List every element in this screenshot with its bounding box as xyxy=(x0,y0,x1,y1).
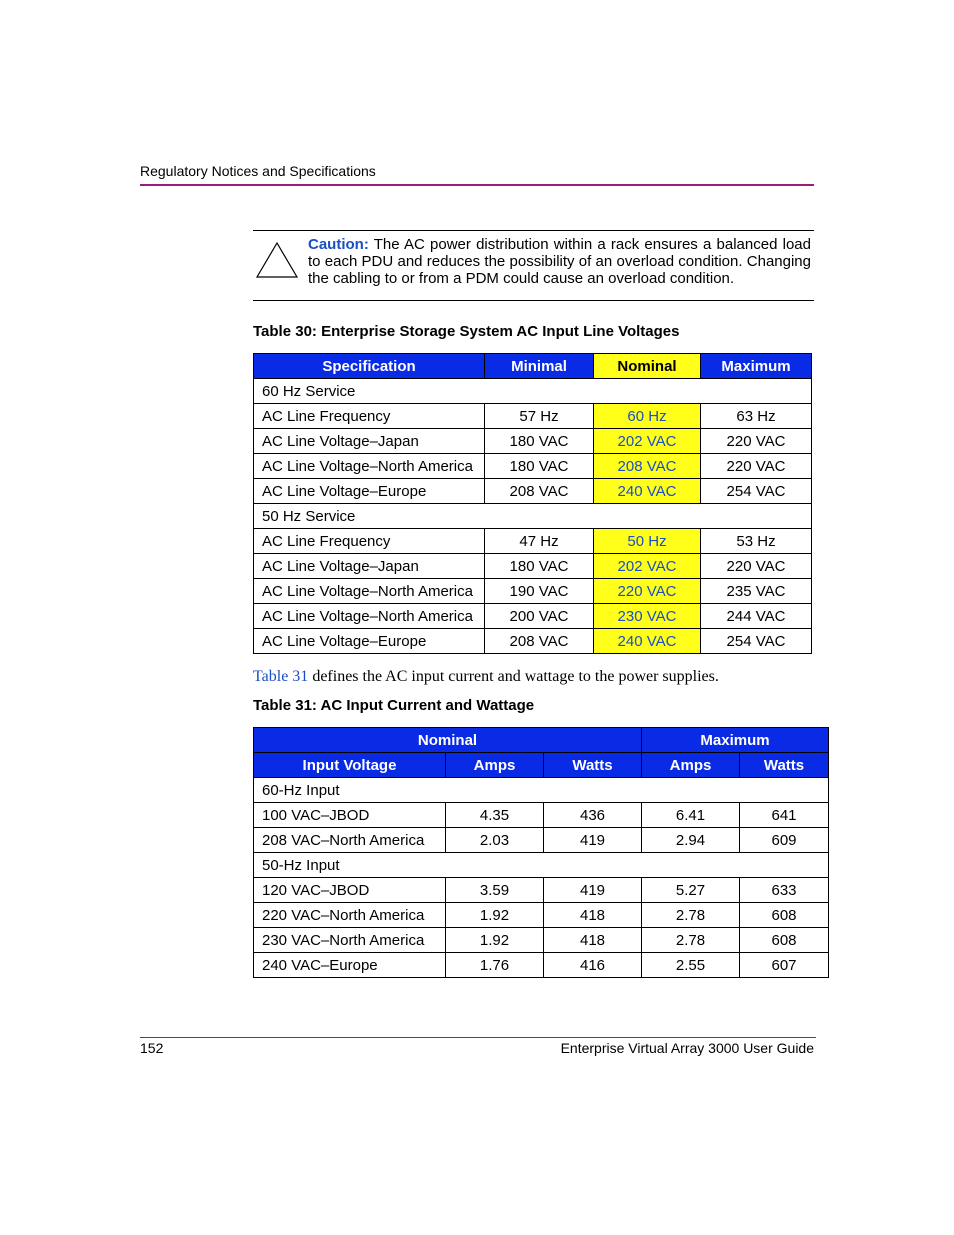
table-cell: 60 Hz xyxy=(594,404,701,429)
table-row xyxy=(254,404,812,429)
table31-header-row xyxy=(254,753,829,778)
row-label: 120 VAC–JBOD xyxy=(254,878,446,903)
table-cell: 4.35 xyxy=(446,803,544,828)
row-label: 100 VAC–JBOD xyxy=(254,803,446,828)
table30-section-row xyxy=(254,504,812,529)
table-cell: 419 xyxy=(544,878,642,903)
table-cell: 208 VAC xyxy=(594,454,701,479)
table-cell: 180 VAC xyxy=(485,454,594,479)
table-row xyxy=(254,479,812,504)
caution-text xyxy=(308,236,811,287)
table-row xyxy=(254,828,829,853)
table-cell: 3.59 xyxy=(446,878,544,903)
section-title: 50-Hz Input xyxy=(254,853,829,878)
row-label: AC Line Voltage–North America xyxy=(254,454,485,479)
table31-header: Amps xyxy=(446,753,544,778)
table-cell: 2.78 xyxy=(642,928,740,953)
table-cell: 244 VAC xyxy=(701,604,812,629)
table31-group-header: Maximum xyxy=(642,728,829,753)
table-cell: 641 xyxy=(740,803,829,828)
table31 xyxy=(253,727,829,978)
table31-header: Watts xyxy=(544,753,642,778)
caution-body: The AC power distribution within a rack ensures a balanced load to each PDU and reduces the possibility of an overload condition. Changing the cabling to or from a PDM could cause an overload condition. xyxy=(308,236,811,287)
table-cell: 53 Hz xyxy=(701,529,812,554)
table-cell: 47 Hz xyxy=(485,529,594,554)
table-cell: 5.27 xyxy=(642,878,740,903)
table31-header: Input Voltage xyxy=(254,753,446,778)
table-row xyxy=(254,604,812,629)
row-label: AC Line Voltage–Europe xyxy=(254,479,485,504)
caution-triangle-icon xyxy=(255,241,299,279)
table-cell: 1.76 xyxy=(446,953,544,978)
table-cell: 63 Hz xyxy=(701,404,812,429)
table-cell: 240 VAC xyxy=(594,629,701,654)
table-cell: 633 xyxy=(740,878,829,903)
row-label: AC Line Frequency xyxy=(254,404,485,429)
table-row xyxy=(254,429,812,454)
table-row xyxy=(254,529,812,554)
table-cell: 254 VAC xyxy=(701,629,812,654)
table-cell: 418 xyxy=(544,928,642,953)
table30-header: Nominal xyxy=(594,354,701,379)
table30-header-row xyxy=(254,354,812,379)
caution-label: Caution: xyxy=(308,236,369,253)
row-label: AC Line Voltage–Japan xyxy=(254,554,485,579)
table30-caption: Table 30: Enterprise Storage System AC Input Line Voltages xyxy=(253,323,680,340)
table-cell: 180 VAC xyxy=(485,554,594,579)
table-cell: 200 VAC xyxy=(485,604,594,629)
table-cell: 50 Hz xyxy=(594,529,701,554)
table-row xyxy=(254,454,812,479)
table-cell: 2.03 xyxy=(446,828,544,853)
table-cell: 254 VAC xyxy=(701,479,812,504)
table-cell: 235 VAC xyxy=(701,579,812,604)
table-row xyxy=(254,953,829,978)
section-title: 60-Hz Input xyxy=(254,778,829,803)
table31-header: Watts xyxy=(740,753,829,778)
table31-link[interactable]: Table 31 xyxy=(253,668,309,685)
table-cell: 1.92 xyxy=(446,928,544,953)
running-header: Regulatory Notices and Specifications xyxy=(140,163,376,179)
row-label: AC Line Voltage–North America xyxy=(254,579,485,604)
table-cell: 190 VAC xyxy=(485,579,594,604)
table-cell: 1.92 xyxy=(446,903,544,928)
table-cell: 2.94 xyxy=(642,828,740,853)
table-cell: 220 VAC xyxy=(701,429,812,454)
caution-notice xyxy=(253,230,814,301)
row-label: AC Line Voltage–Japan xyxy=(254,429,485,454)
table-row xyxy=(254,579,812,604)
table-cell: 180 VAC xyxy=(485,429,594,454)
table31-section-row xyxy=(254,778,829,803)
row-label: AC Line Frequency xyxy=(254,529,485,554)
table-cell: 240 VAC xyxy=(594,479,701,504)
table-cell: 416 xyxy=(544,953,642,978)
row-label: 220 VAC–North America xyxy=(254,903,446,928)
footer-title: Enterprise Virtual Array 3000 User Guide xyxy=(560,1040,814,1056)
table31-group-header-row xyxy=(254,728,829,753)
table-cell: 57 Hz xyxy=(485,404,594,429)
table31-header: Amps xyxy=(642,753,740,778)
table-row xyxy=(254,554,812,579)
table-cell: 609 xyxy=(740,828,829,853)
table31-section-row xyxy=(254,853,829,878)
table-row xyxy=(254,928,829,953)
section-title: 50 Hz Service xyxy=(254,504,812,529)
table30-header: Minimal xyxy=(485,354,594,379)
row-label: 230 VAC–North America xyxy=(254,928,446,953)
table-cell: 608 xyxy=(740,903,829,928)
table-cell: 608 xyxy=(740,928,829,953)
row-label: 208 VAC–North America xyxy=(254,828,446,853)
table-cell: 607 xyxy=(740,953,829,978)
table-row xyxy=(254,803,829,828)
table31-caption: Table 31: AC Input Current and Wattage xyxy=(253,697,535,714)
row-label: AC Line Voltage–Europe xyxy=(254,629,485,654)
header-rule xyxy=(140,184,814,186)
section-title: 60 Hz Service xyxy=(254,379,812,404)
footer-rule xyxy=(140,1037,816,1038)
row-label: AC Line Voltage–North America xyxy=(254,604,485,629)
table-cell: 208 VAC xyxy=(485,479,594,504)
table-cell: 2.55 xyxy=(642,953,740,978)
table30 xyxy=(253,353,812,654)
table-cell: 6.41 xyxy=(642,803,740,828)
table-cell: 202 VAC xyxy=(594,554,701,579)
table-cell: 208 VAC xyxy=(485,629,594,654)
table-cell: 220 VAC xyxy=(701,554,812,579)
body-text: defines the AC input current and wattage to the power supplies. xyxy=(308,668,719,685)
table-row xyxy=(254,903,829,928)
page-number: 152 xyxy=(140,1040,164,1056)
row-label: 240 VAC–Europe xyxy=(254,953,446,978)
table30-section-row xyxy=(254,379,812,404)
table30-header: Maximum xyxy=(701,354,812,379)
table-cell: 202 VAC xyxy=(594,429,701,454)
table-cell: 436 xyxy=(544,803,642,828)
table31-group-header: Nominal xyxy=(254,728,642,753)
table-cell: 230 VAC xyxy=(594,604,701,629)
table30-header: Specification xyxy=(254,354,485,379)
table-row xyxy=(254,878,829,903)
body-paragraph xyxy=(253,668,719,686)
table-cell: 418 xyxy=(544,903,642,928)
table-cell: 220 VAC xyxy=(701,454,812,479)
table-row xyxy=(254,629,812,654)
table-cell: 220 VAC xyxy=(594,579,701,604)
table-cell: 2.78 xyxy=(642,903,740,928)
table-cell: 419 xyxy=(544,828,642,853)
